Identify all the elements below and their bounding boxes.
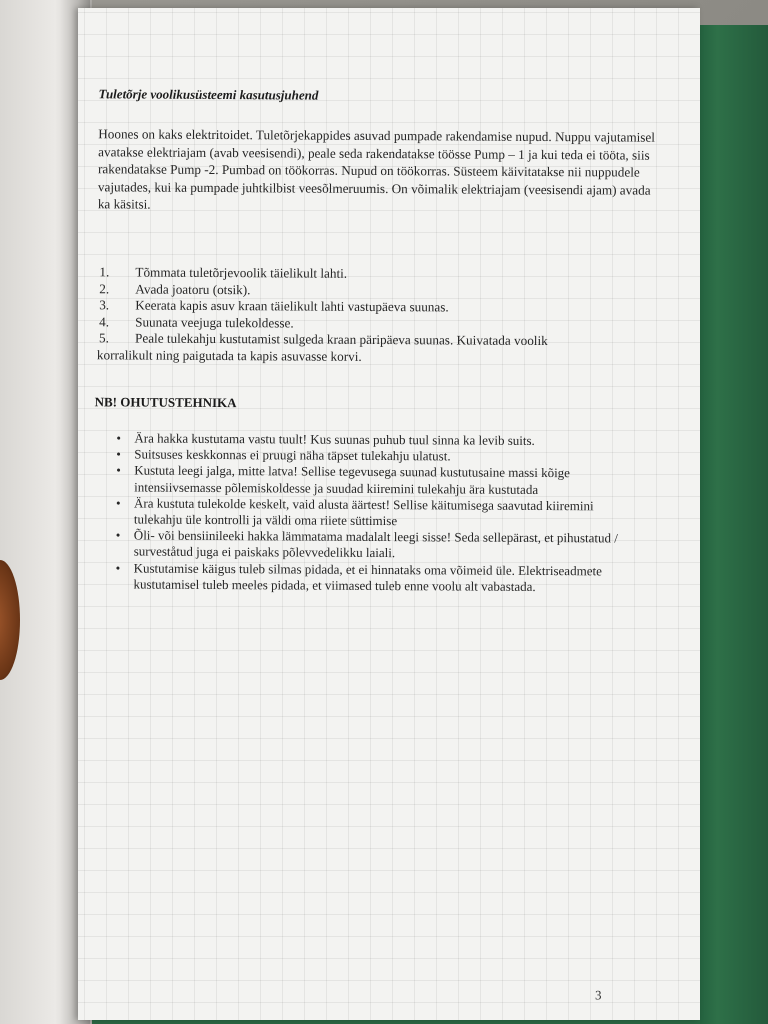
bullet-icon: • bbox=[115, 495, 121, 511]
step-number: 5. bbox=[98, 330, 109, 346]
bullet-icon: • bbox=[116, 430, 122, 446]
step-number: 3. bbox=[99, 297, 110, 313]
step-text: Peale tulekahju kustutamist sulgeda kraan päripäeva suunas. Kuivatada voolik bbox=[134, 330, 548, 349]
document-title: Tuletõrje voolikusüsteemi kasutusjuhend bbox=[98, 86, 319, 103]
bullet-icon: • bbox=[116, 446, 121, 462]
intro-paragraph: Hoones on kaks elektritoidet. Tuletõrjekappides asuvad pumpade rakendamise nupud. Nuppu vajutamisel avatakse elektriajam (avab veesisendi), peale seda rakendatakse töösse Pump – 1 ja kui teda ei tööta, siis rakendatakse Pump -2. Pumbad on töökorras. Nupud on töökorras. Süsteem käivitatakse nii nuppudele vajutades, kui ka pumpade juhtkilbist veesõlmeruumis. On võimalik elektriajam (veesisendi ajam) avada ka käsitsi. bbox=[97, 126, 656, 212]
page-number: 3 bbox=[594, 987, 602, 1003]
step-text: Keerata kapis asuv kraan täielikult lahti vastupäeva suunas. bbox=[135, 297, 449, 315]
bullet-icon: • bbox=[115, 560, 121, 576]
safety-item bbox=[96, 527, 636, 563]
step-item bbox=[97, 330, 657, 366]
step-number: 4. bbox=[99, 313, 110, 329]
page-content bbox=[75, 6, 703, 1022]
bullet-icon: • bbox=[116, 462, 121, 478]
step-text: Suunata veejuga tulekoldesse. bbox=[135, 314, 294, 330]
step-text: Tõmmata tuletõrjevoolik täielikult lahti. bbox=[135, 264, 348, 281]
step-number: 2. bbox=[99, 280, 110, 296]
safety-text: Ära kustuta tulekolde keskelt, vaid alusta äärtest! Sellise käitumisega saavutad kiiremini tulekahju üle kontrolli ja väldi oma riiete süttimise bbox=[133, 495, 594, 529]
safety-text: Kustutamise käigus tuleb silmas pidada, et ei hinnataks oma võimeid üle. Elektriseadmete kustutamisel tuleb meeles pidada, et viimased tuleb enne voolu alt vabastada. bbox=[133, 560, 602, 594]
safety-item bbox=[95, 560, 635, 596]
safety-text: Ära hakka kustutama vastu tuult! Kus suunas puhub tuul sinna ka levib suits. bbox=[134, 430, 535, 448]
step-text-continuation: korralikult ning paigutada ta kapis asuvasse korvi. bbox=[96, 346, 362, 364]
safety-text: Kustuta leegi jalga, mitte latva! Sellise tegevusega suunad kustutusaine massi kõige intensiivsemasse põlemiskoldesse ja suudad kiiremini tulekahju ära kustutada bbox=[134, 462, 571, 497]
document-page bbox=[78, 8, 700, 1020]
instruction-steps bbox=[97, 264, 658, 366]
step-text: Avada joatoru (otsik). bbox=[135, 281, 251, 297]
step-number: 1. bbox=[99, 264, 110, 280]
safety-list bbox=[95, 430, 636, 595]
safety-item bbox=[96, 495, 636, 531]
bullet-icon: • bbox=[115, 527, 121, 543]
safety-text: Õli- või bensiinileeki hakka lämmatama madalalt leegi sisse! Seda sellepärast, et pihustatud / surveståtud juga ei paiskaks põlevvedelikku laiali. bbox=[133, 527, 618, 561]
safety-item bbox=[96, 463, 636, 499]
safety-text: Suitsuses keskkonnas ei pruugi näha täpset tulekahju ulatust. bbox=[134, 446, 451, 464]
safety-heading: NB! OHUTUSTEHNIKA bbox=[94, 394, 237, 411]
